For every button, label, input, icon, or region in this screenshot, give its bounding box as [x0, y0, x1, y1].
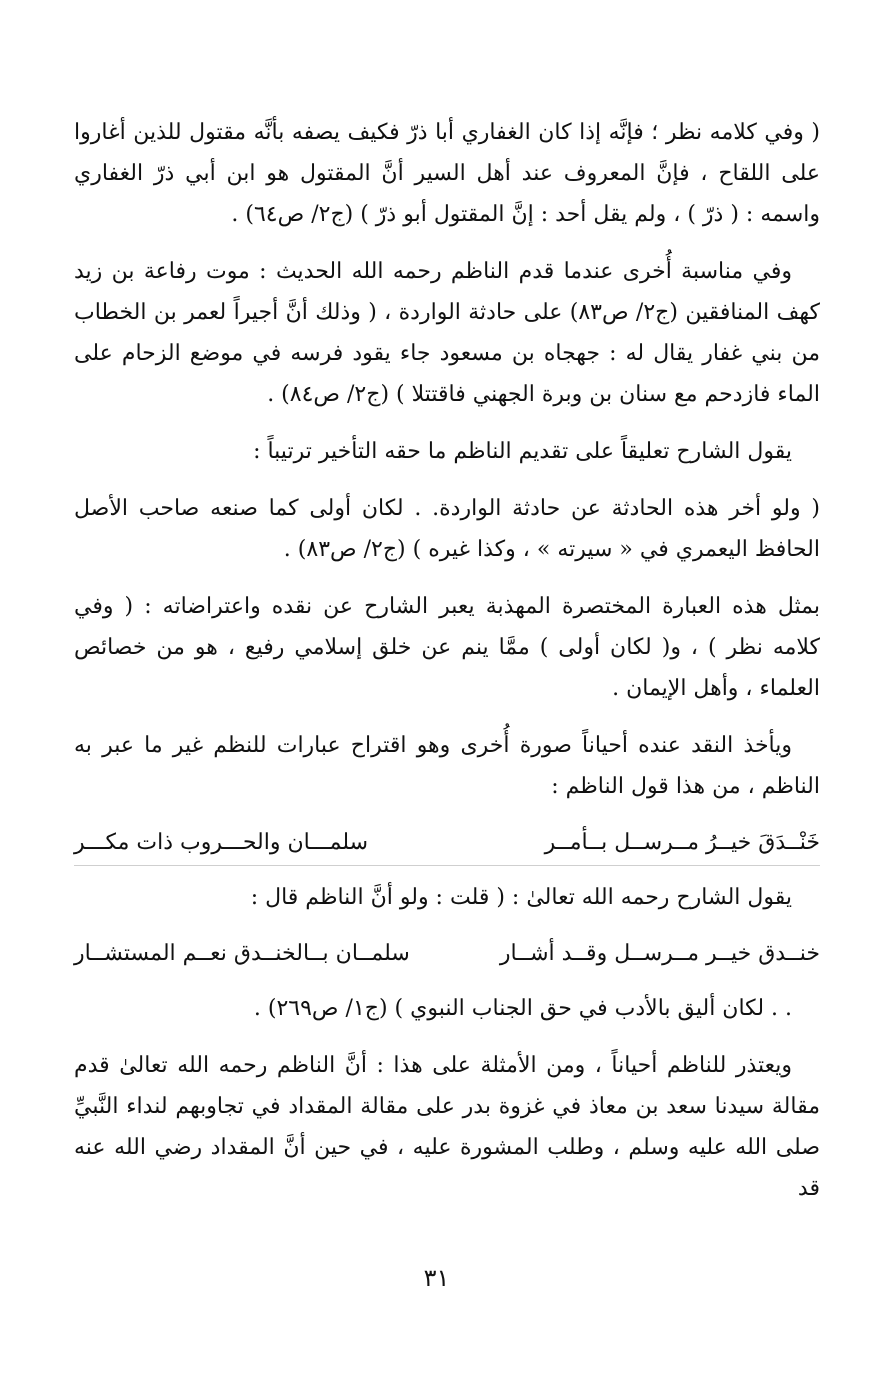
paragraph-3: يقول الشارح تعليقاً على تقديم الناظم ما حقه التأخير ترتيباً : — [253, 439, 792, 464]
paragraph-2: وفي مناسبة أُخرى عندما قدم الناظم رحمه الله الحديث : موت رفاعة بن زيد كهف المنافقين (ج٢/ ص٨٣) على حادثة الواردة ، ( وذلك أنَّ أجيراً لعمر بن الخطاب من بني غفار يقال له : جهجاه بن مسعود جاء يقود فرسه في موضع الزحام على الماء فازدحم مع سنان بن وبرة الجهني فاقتتلا ) (ج٢/ ص٨٤) . — [74, 259, 820, 407]
verse-2-first-hemistich: خنــدق خيــر مــرســل وقــد أشــار — [499, 941, 820, 966]
verse-2 — [74, 934, 820, 974]
verse-2-second-hemistich: سلمــان بــالخنــدق نعــم المستشــار — [74, 941, 410, 966]
paragraph-4: ( ولو أخر هذه الحادثة عن حادثة الواردة. . لكان أولى كما صنعه صاحب الأصل الحافظ اليعمري في « سيرته » ، وكذا غيره ) (ج٢/ ص٨٣) . — [74, 496, 820, 562]
paragraph-1: ( وفي كلامه نظر ؛ فإنَّه إذا كان الغفاري أبا ذرّ فكيف يصفه بأنَّه مقتول للذين أغاروا على اللقاح ، فإنَّ المعروف عند أهل السير أنَّ المقتول هو ابن أبي ذرّ الغفاري واسمه : ( ذرّ ) ، ولم يقل أحد : إنَّ المقتول أبو ذرّ ) (ج٢/ ص٦٤) . — [74, 120, 820, 227]
final-paragraph: ويعتذر للناظم أحياناً ، ومن الأمثلة على هذا : أنَّ الناظم رحمه الله تعالىٰ قدم مقالة سيدنا سعد بن معاذ في غزوة بدر على مقالة المقداد في تجاوبهم لنداء النَّبيِّ صلى الله عليه وسلم ، وطلب المشورة عليه ، في حين أنَّ المقداد رضي الله عنه قد — [74, 1053, 820, 1201]
paragraph-5: بمثل هذه العبارة المختصرة المهذبة يعبر الشارح عن نقده واعتراضاته : ( وفي كلامه نظر ) ، و( لكان أولى ) ممَّا ينم عن خلق إسلامي رفيع ، هو من خصائص العلماء ، وأهل الإيمان . — [74, 594, 820, 701]
page-text — [74, 112, 820, 1225]
verse-1-second-hemistich: سلمـــان والحـــروب ذات مكـــر — [74, 830, 369, 855]
verse-2-intro: يقول الشارح رحمه الله تعالىٰ : ( قلت : ولو أنَّ الناظم قال : — [250, 885, 792, 910]
after-verse-2: . . لكان أليق بالأدب في حق الجناب النبوي ) (ج١/ ص٢٦٩) . — [253, 996, 792, 1021]
verse-1 — [74, 823, 820, 863]
divider-line — [74, 865, 820, 866]
paragraph-6: ويأخذ النقد عنده أحياناً صورة أُخرى وهو اقتراح عبارات للنظم غير ما عبر به الناظم ، من هذا قول الناظم : — [74, 733, 820, 799]
verse-1-first-hemistich: خَنْــدَقَ خيــرُ مــرســل بــأمــر — [544, 830, 820, 855]
page-number: ٣١ — [423, 1264, 450, 1292]
